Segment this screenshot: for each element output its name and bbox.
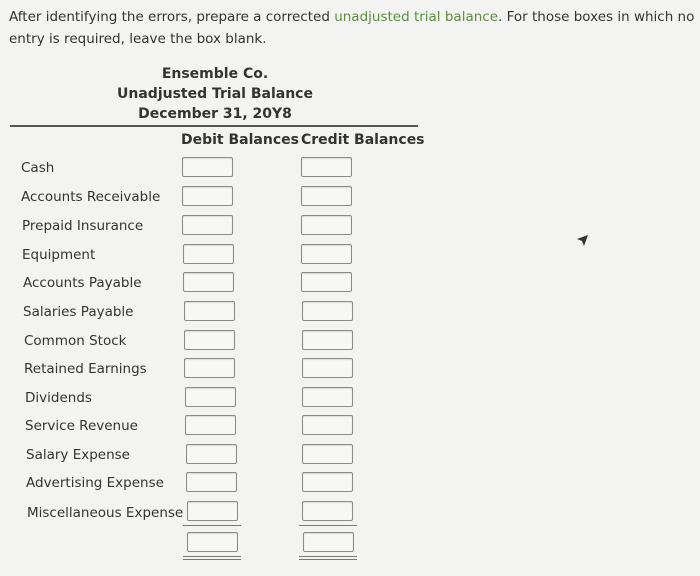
credit-column-header: Credit Balances [301, 132, 425, 148]
credit-total-rule [299, 525, 357, 526]
credit-input-retained-earnings[interactable] [302, 358, 353, 378]
credit-double-rule [299, 559, 357, 560]
unadjusted-trial-balance-link[interactable]: unadjusted trial balance [334, 9, 499, 25]
credit-input-salaries-payable[interactable] [302, 301, 353, 321]
mouse-pointer-icon [576, 234, 590, 248]
debit-input-retained-earnings[interactable] [184, 358, 235, 378]
account-label: Accounts Receivable [21, 189, 161, 205]
credit-input-dividends[interactable] [302, 387, 353, 407]
credit-input-accounts-payable[interactable] [301, 272, 352, 292]
debit-double-rule [183, 556, 241, 557]
instructions-text-after: . For those boxes in which no entry is required, leave the box blank. [9, 9, 695, 47]
debit-input-salary-expense[interactable] [186, 444, 237, 464]
account-label: Salary Expense [26, 447, 130, 463]
account-label: Retained Earnings [24, 361, 147, 377]
debit-input-service-revenue[interactable] [185, 415, 236, 435]
account-label: Dividends [25, 390, 92, 406]
credit-input-accounts-receivable[interactable] [301, 186, 352, 206]
credit-input-prepaid-insurance[interactable] [301, 215, 352, 235]
header-rule [10, 125, 418, 127]
debit-input-common-stock[interactable] [184, 330, 235, 350]
account-label: Prepaid Insurance [22, 218, 144, 234]
account-label: Service Revenue [25, 418, 138, 434]
debit-input-cash[interactable] [182, 157, 233, 177]
instructions [9, 6, 695, 50]
account-label: Equipment [22, 247, 96, 263]
credit-input-common-stock[interactable] [302, 330, 353, 350]
company-name: Ensemble Co. [161, 66, 269, 82]
credit-input-advertising-expense[interactable] [302, 472, 353, 492]
credit-input-equipment[interactable] [301, 244, 352, 264]
instructions-text-before: After identifying the errors, prepare a corrected [9, 9, 335, 25]
debit-input-prepaid-insurance[interactable] [182, 215, 233, 235]
debit-column-header: Debit Balances [181, 132, 299, 148]
account-label: Common Stock [24, 333, 127, 349]
debit-input-advertising-expense[interactable] [186, 472, 237, 492]
debit-input-miscellaneous-expense[interactable] [187, 501, 238, 521]
account-label: Accounts Payable [23, 275, 142, 291]
credit-double-rule [299, 556, 357, 557]
debit-input-accounts-receivable[interactable] [182, 186, 233, 206]
credit-total-input[interactable] [303, 532, 354, 552]
credit-input-salary-expense[interactable] [302, 444, 353, 464]
debit-input-salaries-payable[interactable] [184, 301, 235, 321]
debit-input-dividends[interactable] [185, 387, 236, 407]
debit-input-accounts-payable[interactable] [183, 272, 234, 292]
account-label: Advertising Expense [26, 475, 164, 491]
credit-input-service-revenue[interactable] [302, 415, 353, 435]
statement-title: Unadjusted Trial Balance [117, 86, 313, 102]
credit-input-cash[interactable] [301, 157, 352, 177]
account-label: Salaries Payable [23, 304, 134, 320]
debit-double-rule [183, 559, 241, 560]
debit-input-equipment[interactable] [183, 244, 234, 264]
credit-input-miscellaneous-expense[interactable] [302, 501, 353, 521]
account-label: Cash [21, 160, 55, 176]
debit-total-rule [183, 525, 241, 526]
account-label: Miscellaneous Expense [27, 505, 184, 521]
debit-total-input[interactable] [187, 532, 238, 552]
statement-date: December 31, 20Y8 [138, 106, 292, 122]
